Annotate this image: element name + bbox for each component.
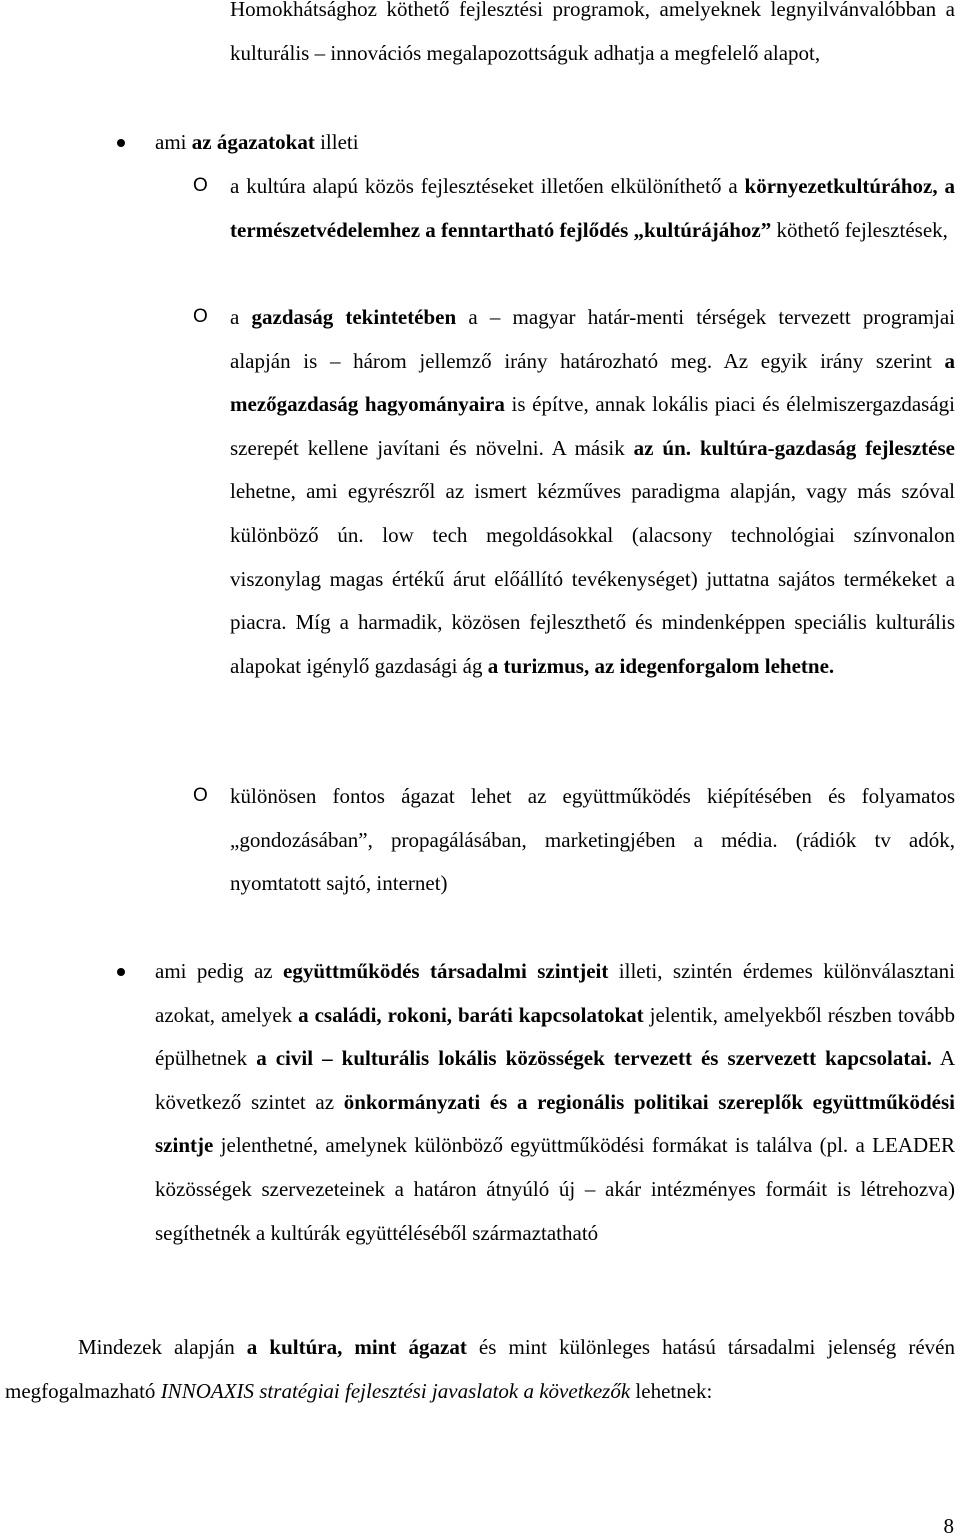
bold-term: az ágazatokat [191,130,315,154]
sub-bullet-marker: O [193,175,208,196]
italic-term: INNOAXIS stratégiai fejlesztési javaslatok a következők [160,1378,631,1403]
bold-term: a családi, rokoni, baráti kapcsolatokat [298,1002,644,1027]
bold-term: a mezőgazdaság hagyományaira [230,348,955,417]
bold-term: a turizmus, az idegenforgalom lehetne. [487,653,835,678]
page-number: 8 [943,1514,954,1538]
intro-text: Homokhátsághoz köthető fejlesztési programok, amelyeknek legnyilvánvalóbban a kulturális – innovációs megalapozottságuk adhatja a megfelelő alapot, [230,0,955,65]
intro-paragraph [230,0,955,75]
sub-item-gazdasag: a gazdaság tekintetében a – magyar határ-menti térségek tervezett programjai alapján is – három jellemző irány határozható meg. Az egyik irány szerint a mezőgazdaság hagyományaira is építve, annak lokális piaci és élelmiszergazdasági szerepét kellene javítani és növelni. A másik az ún. kultúra-gazdaság fejlesztése lehetne, ami egyrészről az ismert kézműves paradigma alapján, vagy más szóval különböző ún. low tech megoldásokkal (alacsony technológiai színvonalon viszonylag magas értékű árut előállító tevékenységet) juttatna sajátos termékeket a piacra. Míg a harmadik, közösen fejleszthető és mindenképpen speciális kulturális alapokat igénylő gazdasági ág a turizmus, az idegenforgalom lehetne. [230,305,955,678]
bold-term: együttműködés társadalmi szintjeit [283,959,609,983]
sub-bullet-marker: O [193,785,208,806]
bold-term: a civil – kulturális lokális közösségek tervezett és szervezett kapcsolatai. [256,1046,932,1071]
bullet-dot [117,968,125,976]
bold-term: önkormányzati és a regionális politikai szereplők együttműködési szintje [155,1089,955,1158]
sub-item-media: különösen fontos ágazat lehet az együttműködés kiépítésében és folyamatos „gondozásában”, propagálásában, marketingjében a média. (rádiók tv adók, nyomtatott sajtó, internet) [230,784,955,896]
closing-paragraph: Mindezek alapján a kultúra, mint ágazat és mint különleges hatású társadalmi jelenség révén megfogalmazható INNOAXIS stratégiai fejlesztési javaslatok a következők lehetnek: [5,1335,955,1403]
bold-term: környezetkultúrához, a természetvédelemhez a fenntartható fejlődés „kultúrájához” [230,174,955,242]
sub-bullet-marker: O [193,306,208,327]
bold-term: gazdaság tekintetében [251,305,457,329]
bold-term: a kultúra, mint ágazat [246,1335,467,1359]
bullet-dot [117,139,125,147]
sub-item-kultura-alapu: a kultúra alapú közös fejlesztéseket illetően elkülöníthető a környezetkultúrához, a természetvédelemhez a fenntartható fejlődés „kultúrájához” köthető fejlesztések, [230,174,955,242]
bold-term: az ún. kultúra-gazdaság fejlesztése [633,435,955,460]
bullet-ami-az-agazatokat: ami az ágazatokat illeti [155,130,359,154]
bullet-egyuttmukodes-szintjei: ami pedig az együttműködés társadalmi szintjeit illeti, szintén érdemes különválasztani azokat, amelyek a családi, rokoni, baráti kapcsolatokat jelentik, amelyekből részben tovább épülhetnek a civil – kulturális lokális közösségek tervezett és szervezett kapcsolatai. A következő szintet az önkormányzati és a regionális politikai szereplők együttműködési szintje jelenthetné, amelynek különböző együttműködési formákat is találva (pl. a LEADER közösségek szervezeteinek a határon átnyúló új – akár intézményes formáit is létrehozva) segíthetnék a kultúrák együttéléséből származtatható [155,959,956,1245]
